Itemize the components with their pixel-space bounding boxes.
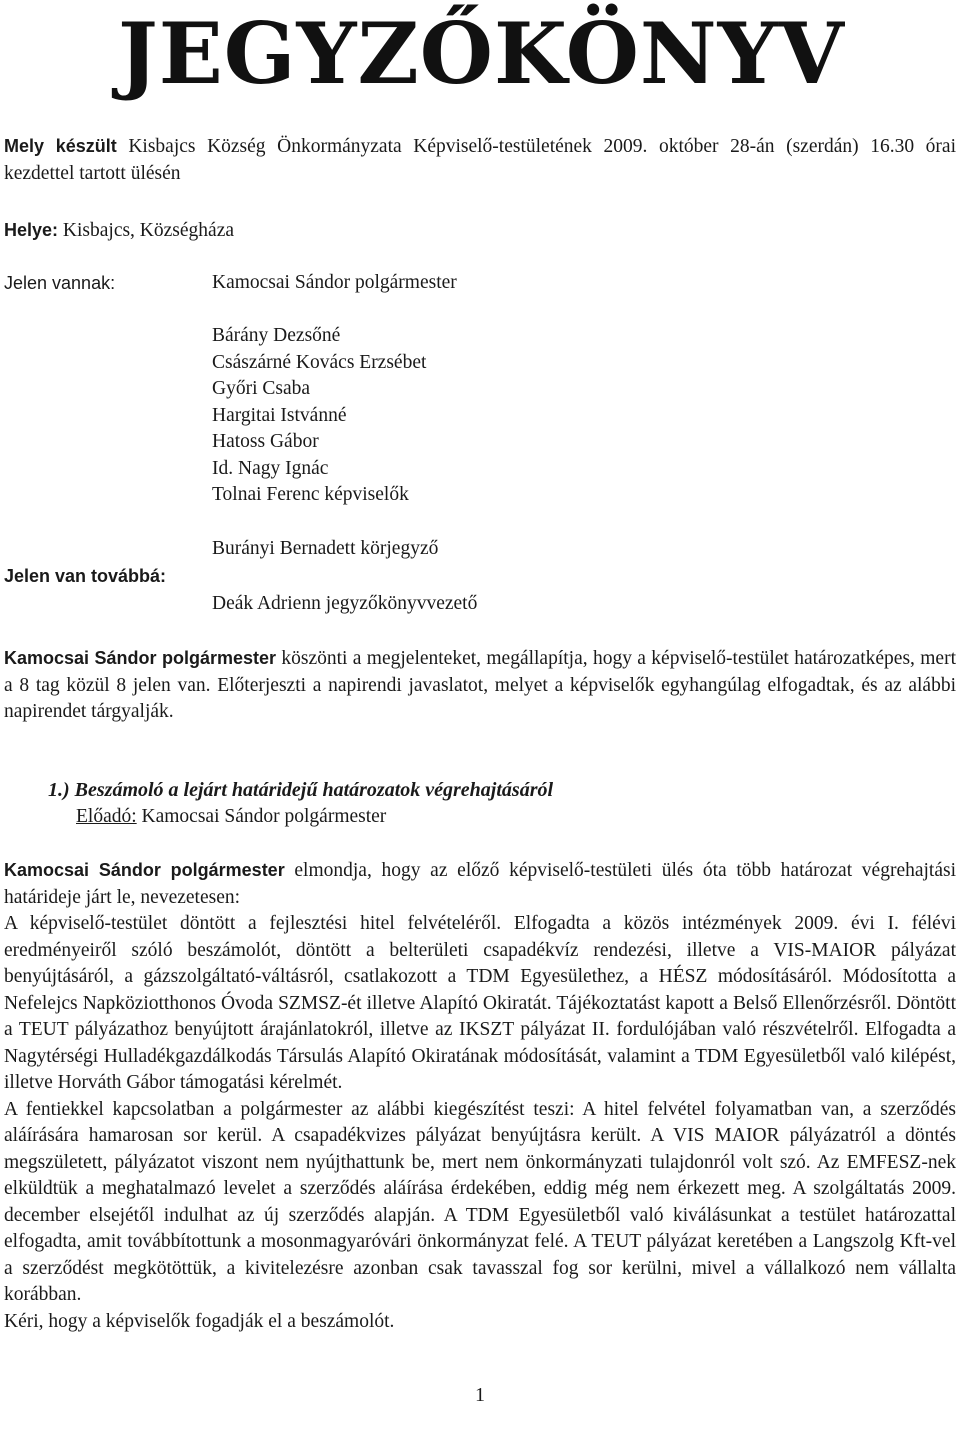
present-label: Jelen vannak: (4, 273, 116, 293)
report-paragraph-2: A fentiekkel kapcsolatban a polgármester az alábbi kiegészítést teszi: A hitel felvétel folyamatban van, a szerződés aláírására hamarosan sor kerül. A csapadékvizes pályázat benyújtásra került. A VIS MAIOR pályázatról a döntés megszületett, pályázatot viszont nem nyújthattunk be, mert nem önkormányzati tulajdonról volt szó. Az EMFESZ-nek elküldtük a meghatalmazó levelet a szerződés aláírása érdekében, eddig még nem érkezett meg. A szolgáltatás 2009. december elsejétől indulhat az új szerződés alapján. A TDM Egyesületből való kiválásunkat a testület határozattal elfogadta, amit továbbítottunk a mosonmagyaróvári önkormányzat felé. A TEUT pályázat keretében a Langszolg Kft-vel a szerződést megkötöttük, a kivitelezésre azonban csak tavasszal fog sor kerülni, mivel a vállalkozó nem vállalta korábban. (4, 1098, 956, 1305)
intro-text: Kisbajcs Község Önkormányzata Képviselő-testületének 2009. október 28-án (szerdán) 16.30 órai kezdettel tartott ülésén (4, 136, 956, 184)
report-speaker: Kamocsai Sándor polgármester (4, 860, 285, 880)
location-label: Helye: (4, 220, 59, 240)
opening-paragraph (4, 645, 956, 726)
page-number: 1 (475, 1384, 485, 1406)
intro-paragraph (4, 133, 956, 187)
member-item: Id. Nagy Ignác (212, 457, 329, 479)
agenda-item-title: 1.) Beszámoló a lejárt határidejű határozatok végrehajtásáról (48, 779, 554, 801)
document-title: JEGYZŐKÖNYV (118, 4, 845, 103)
report-paragraph-3: Kéri, hogy a képviselők fogadják el a beszámolót. (4, 1310, 395, 1332)
report-paragraph-1: A képviselő-testület döntött a fejlesztési hitel felvételéről. Elfogadta a közös intézmények 2009. évi I. félévi eredményeiről szóló beszámolót, döntött a belterületi csapadékvíz rendezési, illetve a VIS-MAIOR pályázat benyújtásáról, a gázszolgáltató-váltásról, csatlakozott a TDM Egyesülethez, a HÉSZ módosításáról. Módosította a Nefelejcs Napköziotthonos Óvoda SZMSZ-ét illetve Alapító Okiratát. Tájékoztatást kapott a Belső Ellenőrzésről. Döntött a TEUT pályázathoz benyújtott árajánlatokról, illetve az IKSZT pályázat II. fordulójában való részvételről. Elfogadta a Nagytérségi Hulladékgazdálkodás Társulás Alapító Okiratának módosítását, valamint a TDM Egyesületből való kilépést, illetve Horváth Gábor támogatási kérelmét. (4, 913, 956, 1093)
location-line (4, 217, 956, 245)
member-item: Győri Csaba (212, 378, 311, 399)
intro-label: Mely készült (4, 136, 117, 156)
recorder-line: Deák Adrienn jegyzőkönyvvezető (212, 593, 478, 614)
present-mayor: Kamocsai Sándor polgármester (212, 272, 457, 293)
location-value: Kisbajcs, Községháza (58, 220, 235, 241)
report-section (4, 857, 956, 1335)
agenda-presenter (76, 804, 386, 830)
opening-speaker: Kamocsai Sándor polgármester (4, 648, 277, 668)
report-lead: Kamocsai Sándor polgármester elmondja, hogy az előző képviselő-testületi ülés óta több határozat végrehajtási határideje járt le, nevezetesen: (4, 860, 956, 908)
member-item: Bárány Dezsőné (212, 325, 341, 346)
presenter-name: Kamocsai Sándor polgármester (136, 806, 387, 827)
member-item: Császárné Kovács Erzsébet (212, 351, 427, 373)
member-item: Hargitai Istvánné (212, 404, 347, 426)
members-list (212, 323, 426, 509)
member-item: Hatoss Gábor (212, 431, 319, 452)
also-present-label: Jelen van továbbá: (4, 566, 167, 586)
member-item: Tolnai Ferenc képviselők (212, 484, 409, 505)
opening-text: köszönti a megjelenteket, megállapítja, hogy a képviselő-testület határozatképes, mert a 8 tag közül 8 jelen van. Előterjeszti a napirendi javaslatot, melyet a képviselők egyhangúlag elfogadtak, és az alábbi napirendet tárgyalják. (4, 648, 956, 722)
presenter-label: Előadó: (76, 806, 137, 827)
notary-line: Burányi Bernadett körjegyző (212, 538, 439, 559)
